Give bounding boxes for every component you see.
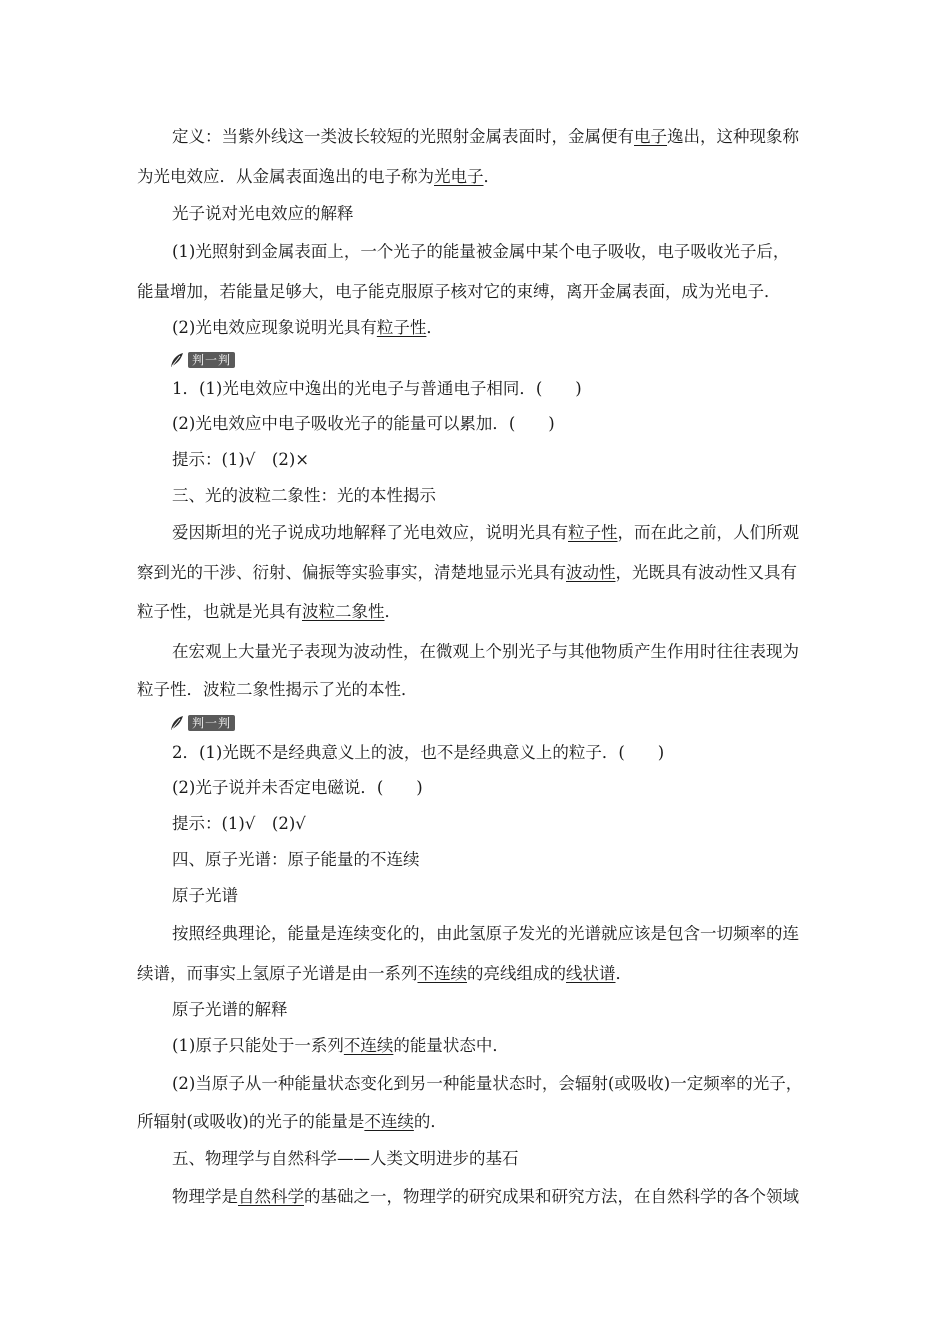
paragraph-line: (1)原子只能处于一系列不连续的能量状态中．	[172, 1036, 509, 1055]
underlined-answer: 波粒二象性	[302, 602, 385, 621]
section-heading: 五、物理学与自然科学——人类文明进步的基石	[172, 1149, 519, 1168]
paragraph-line: 在宏观上大量光子表现为波动性，在微观上个别光子与其他物质产生作用时往往表现为	[172, 642, 799, 661]
question-line: (2)光子说并未否定电磁说．( )	[172, 778, 423, 797]
section-heading: 四、原子光谱：原子能量的不连续	[172, 850, 420, 869]
judge-badge	[168, 713, 235, 733]
question-line: 1．(1)光电效应中逸出的光电子与普通电子相同．( )	[172, 379, 582, 398]
hint-line: 提示：(1)√ (2)√	[172, 814, 306, 833]
leaf-icon	[168, 351, 186, 369]
subheading: 原子光谱	[172, 886, 238, 905]
underlined-answer: 不连续	[417, 964, 467, 983]
underlined-answer: 不连续	[343, 1036, 394, 1055]
question-line: (2)光电效应中电子吸收光子的能量可以累加．( )	[172, 414, 555, 433]
paragraph-line: 物理学是自然科学的基础之一，物理学的研究成果和研究方法，在自然科学的各个领域	[172, 1187, 799, 1206]
underlined-answer: 波动性	[566, 563, 616, 582]
underlined-answer: 电子	[634, 127, 667, 146]
paragraph-line: (2)当原子从一种能量状态变化到另一种能量状态时，会辐射(或吸收)一定频率的光子，	[172, 1074, 803, 1093]
paragraph-line: 为光电效应．从金属表面逸出的电子称为光电子．	[137, 167, 500, 186]
paragraph-line: 所辐射(或吸收)的光子的能量是不连续的．	[137, 1112, 447, 1131]
paragraph-line: (1)光照射到金属表面上，一个光子的能量被金属中某个电子吸收，电子吸收光子后，	[172, 242, 790, 261]
paragraph-line: 粒子性．波粒二象性揭示了光的本性．	[137, 680, 418, 699]
paragraph-line: 爱因斯坦的光子说成功地解释了光电效应，说明光具有粒子性，而在此之前，人们所观	[172, 523, 799, 542]
subheading: 原子光谱的解释	[172, 1000, 288, 1019]
paragraph-line: 粒子性，也就是光具有波粒二象性．	[137, 602, 401, 621]
underlined-answer: 光电子	[434, 167, 484, 186]
underlined-answer: 不连续	[364, 1112, 414, 1131]
paragraph-line: (2)光电效应现象说明光具有粒子性．	[172, 318, 443, 337]
judge-label: 判一判	[188, 715, 235, 731]
hint-line: 提示：(1)√ (2)×	[172, 450, 310, 469]
paragraph-line: 按照经典理论，能量是连续变化的，由此氢原子发光的光谱就应该是包含一切频率的连	[172, 924, 799, 943]
section-heading: 三、光的波粒二象性：光的本性揭示	[172, 486, 436, 505]
underlined-answer: 线状谱	[566, 964, 616, 983]
paragraph-line: 察到光的干涉、衍射、偏振等实验事实，清楚地显示光具有波动性，光既具有波动性又具有	[137, 563, 797, 582]
underlined-answer: 粒子性	[376, 318, 427, 337]
question-line: 2．(1)光既不是经典意义上的波，也不是经典意义上的粒子．( )	[172, 743, 665, 762]
paragraph-line: 定义：当紫外线这一类波长较短的光照射金属表面时，金属便有电子逸出，这种现象称	[172, 127, 799, 146]
leaf-icon	[168, 714, 186, 732]
paragraph-line: 能量增加，若能量足够大，电子能克服原子核对它的束缚，离开金属表面，成为光电子．	[137, 282, 781, 301]
underlined-answer: 粒子性	[568, 523, 618, 542]
paragraph-line: 续谱，而事实上氢原子光谱是由一系列不连续的亮线组成的线状谱．	[137, 964, 632, 983]
underlined-answer: 自然科学	[238, 1187, 304, 1206]
judge-badge	[168, 350, 235, 370]
judge-label: 判一判	[188, 352, 235, 368]
subheading: 光子说对光电效应的解释	[172, 204, 354, 223]
